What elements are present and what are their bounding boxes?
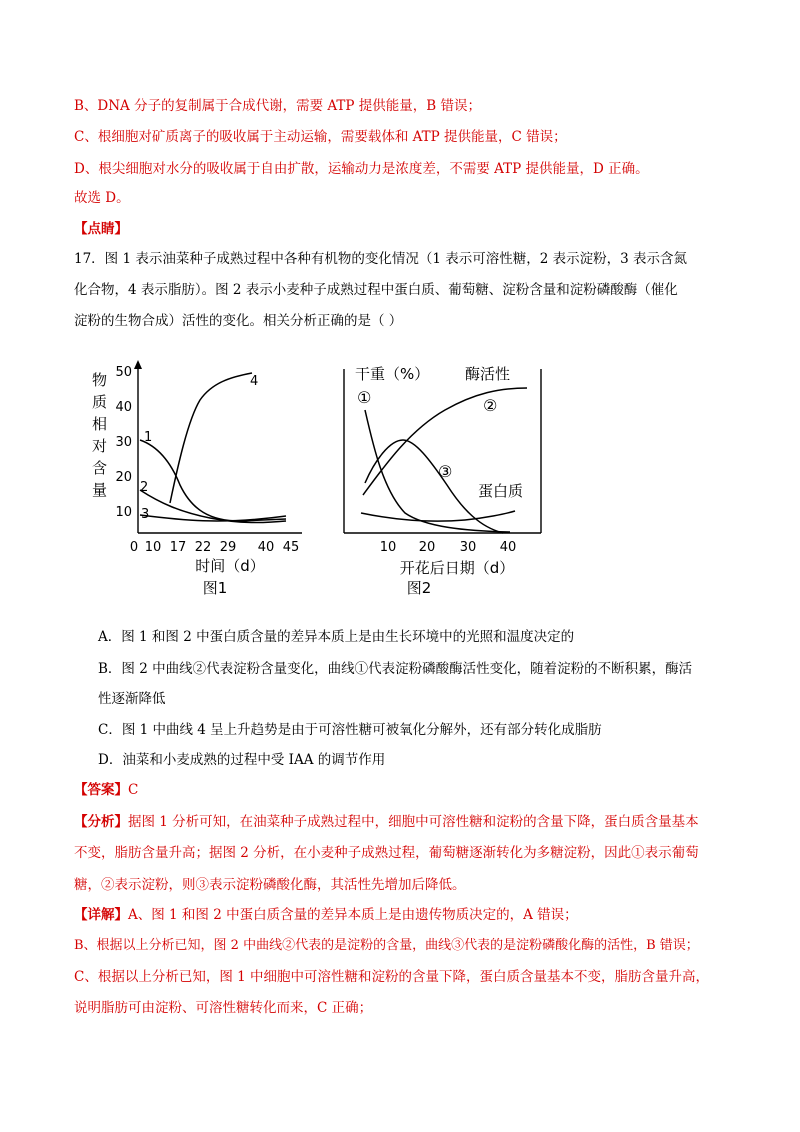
question-line-2: 化合物，4 表示脂肪）。图 2 表示小麦种子成熟过程中蛋白质、葡萄糖、淀粉含量和淀粉磷酸酶（催化 <box>74 282 678 298</box>
fig1-caption: 图1 <box>202 579 228 597</box>
fig1-curve-label: 1 <box>144 430 153 445</box>
detail-line-b: B、根据以上分析已知，图 2 中曲线②代表的是淀粉的含量，曲线③代表的是淀粉磷酸化酶的活性，B 错误； <box>74 938 699 953</box>
prev-solution-d: D、根尖细胞对水分的吸收属于自由扩散，运输动力是浓度差，不需要 ATP 提供能量，D 正确。 <box>74 161 649 177</box>
fig1-ytick: 10 <box>115 505 132 520</box>
fig1-ytick: 30 <box>115 435 132 450</box>
fig2-xlabel: 开花后日期（d） <box>399 559 515 577</box>
option-a: A．图 1 和图 2 中蛋白质含量的差异本质上是由生长环境中的光照和温度决定的 <box>98 629 575 645</box>
fig2-curve-label: ① <box>357 388 372 407</box>
option-b-line-1: B．图 2 中曲线②代表淀粉含量变化，曲线①代表淀粉磷酸酶活性变化，随着淀粉的不断积累，酶活 <box>98 661 693 677</box>
answer-row <box>74 780 138 800</box>
tip-label: 【点睛】 <box>74 221 128 237</box>
answer-label: 【答案】 <box>74 782 128 798</box>
fig1-ylabel-char: 质 <box>92 393 108 411</box>
question-line-1: 17．图 1 表示油菜种子成熟过程中各种有机物的变化情况（1 表示可溶性糖，2 表示淀粉，3 表示含氮 <box>74 251 687 267</box>
fig1-curve-1 <box>140 440 286 521</box>
fig2-xtick: 20 <box>418 540 436 555</box>
fig1-ylabel-char: 相 <box>92 415 108 433</box>
analysis-label: 【分析】 <box>74 814 128 830</box>
fig1-xtick: 17 <box>169 540 187 555</box>
analysis-line-1 <box>74 812 699 832</box>
fig1-y-arrow <box>134 360 142 369</box>
fig2-enzyme-label: 酶活性 <box>465 365 511 383</box>
fig2-xtick: 40 <box>499 540 517 555</box>
detail-label: 【详解】 <box>74 907 128 923</box>
fig1-xtick: 22 <box>194 540 212 555</box>
fig1-xtick: 10 <box>144 540 162 555</box>
prev-solution-b: B、DNA 分子的复制属于合成代谢，需要 ATP 提供能量，B 错误； <box>74 98 481 114</box>
fig1-ylabel-char: 对 <box>92 437 108 455</box>
detail-line-c1: C、根据以上分析已知，图 1 中细胞中可溶性糖和淀粉的含量下降，蛋白质含量基本不变，脂肪含量升高， <box>74 969 709 985</box>
prev-solution-c: C、根细胞对矿质离子的吸收属于主动运输，需要载体和 ATP 提供能量，C 错误； <box>74 129 567 145</box>
figure-2 <box>335 355 565 600</box>
option-b-line-2: 性逐渐降低 <box>98 691 166 707</box>
analysis-text-1: 据图 1 分析可知，在油菜种子成熟过程中，细胞中可溶性糖和淀粉的含量下降，蛋白质含量基本 <box>128 814 699 830</box>
fig1-curve-label: 4 <box>250 374 259 389</box>
option-d: D．油菜和小麦成熟的过程中受 IAA 的调节作用 <box>98 752 386 768</box>
fig2-xtick: 10 <box>379 540 397 555</box>
detail-line-a <box>74 905 578 925</box>
fig1-ytick: 50 <box>115 365 132 380</box>
answer-value: C <box>128 782 139 798</box>
analysis-line-2: 不变，脂肪含量升高；据图 2 分析，在小麦种子成熟过程，葡萄糖逐渐转化为多糖淀粉，因此①表示葡萄 <box>74 845 699 861</box>
fig1-ylabel-char: 量 <box>92 481 108 499</box>
fig1-ylabel <box>92 371 107 499</box>
fig1-curve-label: 3 <box>141 507 150 522</box>
analysis-line-3: 糖，②表示淀粉，则③表示淀粉磷酸化酶，其活性先增加后降低。 <box>74 877 466 893</box>
fig1-ytick: 20 <box>115 470 132 485</box>
fig1-xtick: 0 <box>129 540 139 555</box>
fig1-xtick: 29 <box>219 540 237 555</box>
fig2-curve-protein <box>361 511 515 521</box>
fig1-xtick: 45 <box>282 540 300 555</box>
fig1-xtick: 40 <box>257 540 275 555</box>
fig2-caption: 图2 <box>406 579 432 597</box>
figure-1 <box>80 355 330 600</box>
fig2-curve-label: ③ <box>438 462 453 481</box>
fig2-ylabel: 干重（%） <box>355 365 430 383</box>
question-line-3: 淀粉的生物合成）活性的变化。相关分析正确的是（ ） <box>74 313 403 329</box>
fig1-xlabel: 时间（d） <box>195 557 265 575</box>
fig2-protein-label: 蛋白质 <box>478 482 524 500</box>
fig1-curve-label: 2 <box>140 480 149 495</box>
detail-line-c2: 说明脂肪可由淀粉、可溶性糖转化而来，C 正确； <box>74 1000 373 1016</box>
fig1-ylabel-char: 含 <box>92 459 108 477</box>
fig1-curve-4 <box>170 373 252 503</box>
fig1-ytick: 40 <box>115 400 132 415</box>
prev-solution-choose: 故选 D。 <box>74 190 130 206</box>
fig2-xtick: 30 <box>459 540 477 555</box>
option-c: C．图 1 中曲线 4 呈上升趋势是由于可溶性糖可被氧化分解外，还有部分转化成脂肪 <box>98 722 602 738</box>
fig1-ylabel-char: 物 <box>92 371 108 389</box>
detail-text-a: A、图 1 和图 2 中蛋白质含量的差异本质上是由遗传物质决定的，A 错误； <box>128 907 578 923</box>
fig2-curve-label: ② <box>483 396 498 415</box>
